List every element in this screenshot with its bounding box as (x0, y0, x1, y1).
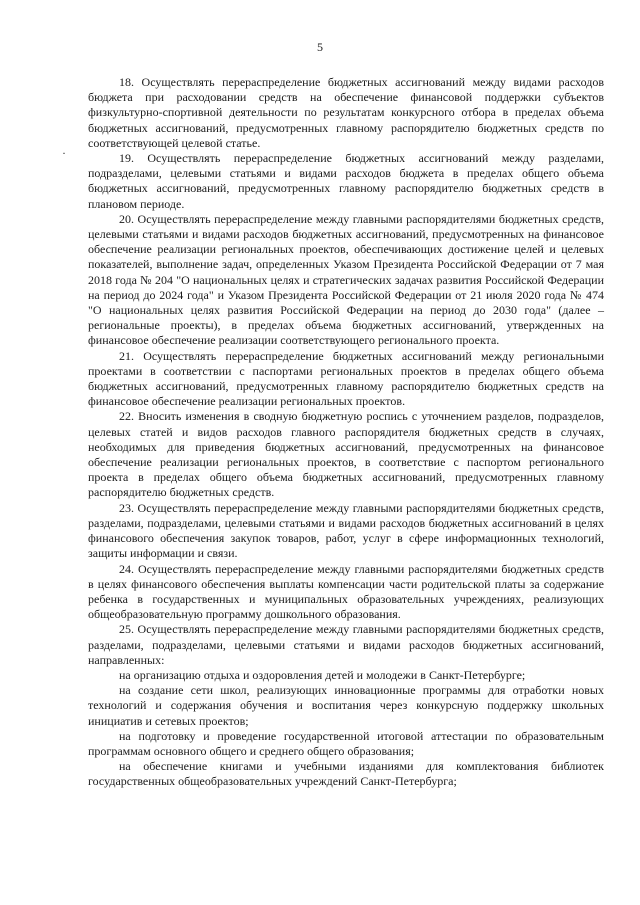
list-item-school-network: на создание сети школ, реализующих инновационные программы для отработки новых технологий и содержания обучения и воспитания через конкурсную поддержку школьных инициатив и сетевых проектов; (88, 683, 604, 728)
paragraph-22: 22. Вносить изменения в сводную бюджетную роспись с уточнением разделов, подразделов, целевых статей и видов расходов главного распорядителя бюджетных средств в случаях, необходимых для приведения бюджетных ассигнований, предусмотренных на финансовое обеспечение реализации региональных проектов, в соответствие с паспортом регионального проекта в пределах общего объема бюджетных ассигнований, предусмотренных главному распорядителю бюджетных средств. (88, 409, 604, 500)
page-number: 5 (317, 40, 323, 54)
paragraph-18: 18. Осуществлять перераспределение бюджетных ассигнований между видами расходов бюджета при расходовании средств на обеспечение финансовой поддержки субъектов физкультурно-спортивной деятельности по результатам конкурсного отбора в пределах объема бюджетных ассигнований, предусмотренных главному распорядителю бюджетных средств по соответствующей целевой статье. (88, 75, 604, 150)
paragraph-21: 21. Осуществлять перераспределение бюджетных ассигнований между региональными проектами в соответствии с паспортами региональных проектов в пределах общего объема бюджетных ассигнований, предусмотренных главному распорядителю бюджетных средств на финансовое обеспечение реализации региональных проектов. (88, 348, 604, 409)
document-body (88, 75, 604, 790)
paragraph-25: 25. Осуществлять перераспределение между главными распорядителями бюджетных средств, разделами, подразделами, целевыми статьями и видами расходов бюджетных ассигнований, направленных: (88, 622, 604, 667)
list-item-libraries: на обеспечение книгами и учебными изданиями для комплектования библиотек государственных общеобразовательных учреждений Санкт-Петербурга; (88, 759, 604, 789)
list-item-attestation: на подготовку и проведение государственной итоговой аттестации по образовательным программам основного общего и среднего общего образования; (88, 728, 604, 758)
list-item-recreation: на организацию отдыха и оздоровления детей и молодежи в Санкт-Петербурге; (119, 667, 526, 682)
paragraph-19: 19. Осуществлять перераспределение бюджетных ассигнований между разделами, подразделами, целевыми статьями и видами расходов бюджета в пределах общего объема бюджетных ассигнований, предусмотренных главному распорядителю бюджетных средств в плановом периоде. (88, 151, 604, 211)
paragraph-24: 24. Осуществлять перераспределение между главными распорядителями бюджетных средств в целях финансового обеспечения выплаты компенсации части родительской платы за содержание ребенка в государственных и муниципальных образовательных учреждениях, реализующих общеобразовательную программу дошкольного образования. (88, 561, 604, 622)
margin-mark: · (62, 146, 66, 160)
paragraph-20: 20. Осуществлять перераспределение между главными распорядителями бюджетных средств, целевыми статьями и видами расходов бюджетных ассигнований, предусмотренных на финансовое обеспечение реализации региональных проектов, обеспечивающих достижение целей и целевых показателей, выполнение задач, определенных Указом Президента Российской Федерации от 7 мая 2018 года № 204 "О национальных целях и стратегических задачах развития Российской Федерации на период до 2024 года" и Указом Президента Российской Федерации от 21 июля 2020 года № 474 "О национальных целях развития Российской Федерации на период до 2030 года" (далее – региональные проекты), в пределах объема бюджетных ассигнований, утвержденных на финансовое обеспечение реализации соответствующего регионального проекта. (88, 211, 604, 348)
paragraph-23: 23. Осуществлять перераспределение между главными распорядителями бюджетных средств, разделами, подразделами, целевыми статьями и видами расходов бюджетных ассигнований в целях финансового обеспечения закупок товаров, работ, услуг в сфере информационных технологий, защиты информации и связи. (88, 500, 604, 561)
